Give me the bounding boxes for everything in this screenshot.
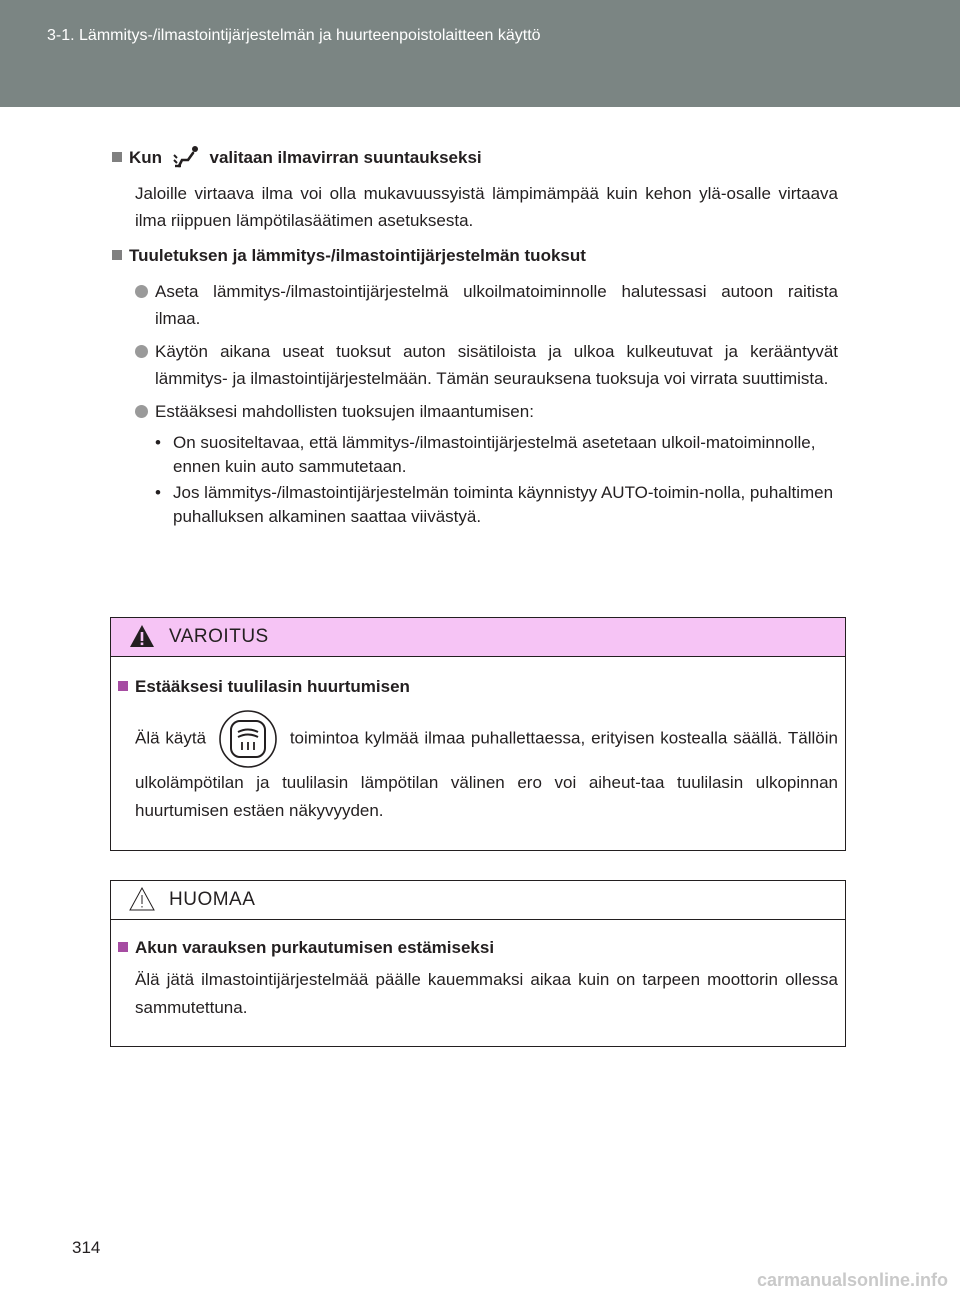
- bullet-text: Estääksesi mahdollisten tuoksujen ilmaantumisen:: [155, 402, 534, 421]
- heading-text-after: valitaan ilmavirran suuntaukseksi: [209, 148, 482, 167]
- bullet-item: [155, 338, 838, 392]
- bullet-dot: [135, 285, 148, 298]
- warning-paragraph: [135, 709, 838, 825]
- heading-text-before: Kun: [129, 148, 163, 167]
- bullet-item: [155, 398, 838, 425]
- caution-outline-triangle-icon: [129, 886, 155, 912]
- bullet-dot: [135, 345, 148, 358]
- warning-triangle-icon: [129, 623, 155, 649]
- notice-heading-text: Akun varauksen purkautumisen estämiseksi: [135, 938, 495, 957]
- bullet-text: Aseta lämmitys-/ilmastointijärjestelmä ulkoilmatoiminnolle halutessasi autoon raitista ilmaa.: [155, 282, 838, 328]
- sub-bullet-marker: •: [155, 483, 161, 502]
- section-square-marker: [118, 681, 128, 691]
- section-heading-foot-airflow: [112, 145, 838, 170]
- main-content: [112, 145, 838, 531]
- sub-bullet-marker: •: [155, 433, 161, 452]
- sub-bullet-item: [155, 431, 838, 479]
- notice-paragraph: Älä jätä ilmastointijärjestelmää päälle kauemmaksi aikaa kuin on tarpeen moottorin ollessa sammutettuna.: [135, 970, 838, 1017]
- sub-bullet-text: On suositeltavaa, että lämmitys-/ilmastointijärjestelmä asetetaan ulkoil-matoiminnolle, ennen kuin auto sammutetaan.: [173, 433, 816, 476]
- header-bar: [0, 0, 960, 107]
- warning-box: [110, 617, 846, 851]
- sub-bullet-text: Jos lämmitys-/ilmastointijärjestelmän toiminta käynnistyy AUTO-toimin-nolla, puhaltimen puhalluksen alkaminen saattaa viivästyä.: [173, 483, 834, 526]
- windshield-defroster-icon: [218, 709, 278, 769]
- section-square-marker: [112, 152, 122, 162]
- foot-airflow-icon: [171, 145, 201, 169]
- warning-label: VAROITUS: [169, 626, 269, 647]
- sub-bullet-item: [155, 481, 838, 529]
- bullet-dot: [135, 405, 148, 418]
- bullet-text: Käytön aikana useat tuoksut auton sisätiloista ja ulkoa kulkeutuvat ja kerääntyvät lämmitys- ja ilmastointijärjestelmään. Tämän seurauksena tuoksuja voi virrata suuttimista.: [155, 342, 838, 388]
- header-title: 3-1. Lämmitys-/ilmastointijärjestelmän ja huurteenpoistolaitteen käyttö: [47, 27, 541, 44]
- notice-box-header: [111, 881, 845, 920]
- heading-text: Tuuletuksen ja lämmitys-/ilmastointijärjestelmän tuoksut: [129, 246, 586, 265]
- notice-heading: [118, 936, 838, 960]
- warning-text-before: Älä käytä: [135, 728, 207, 748]
- page-number: 314: [72, 1238, 101, 1257]
- section-square-marker: [112, 250, 122, 260]
- section-square-marker: [118, 942, 128, 952]
- notice-box: [110, 880, 846, 1047]
- warning-box-header: [111, 618, 845, 657]
- bullet-item: [155, 278, 838, 332]
- section1-paragraph: Jaloille virtaava ilma voi olla mukavuussyistä lämpimämpää kuin kehon ylä-osalle virtaava ilma riippuen lämpötilasäätimen asetuksesta.: [135, 184, 838, 230]
- warning-text-after: toimintoa kylmää ilmaa puhallettaessa, erityisen kostealla säällä. Tällöin ulkolämpötilan ja tuulilasin lämpötilan välinen ero voi aiheut-taa tuulilasin ulkopinnan huurtumisen estäen näkyvyyden.: [135, 728, 838, 820]
- notice-label: HUOMAA: [169, 889, 256, 910]
- warning-heading: [118, 675, 838, 699]
- section-heading-odors: [112, 244, 838, 268]
- warning-heading-text: Estääksesi tuulilasin huurtumisen: [135, 677, 410, 696]
- watermark: carmanualsonline.info: [756, 1270, 948, 1290]
